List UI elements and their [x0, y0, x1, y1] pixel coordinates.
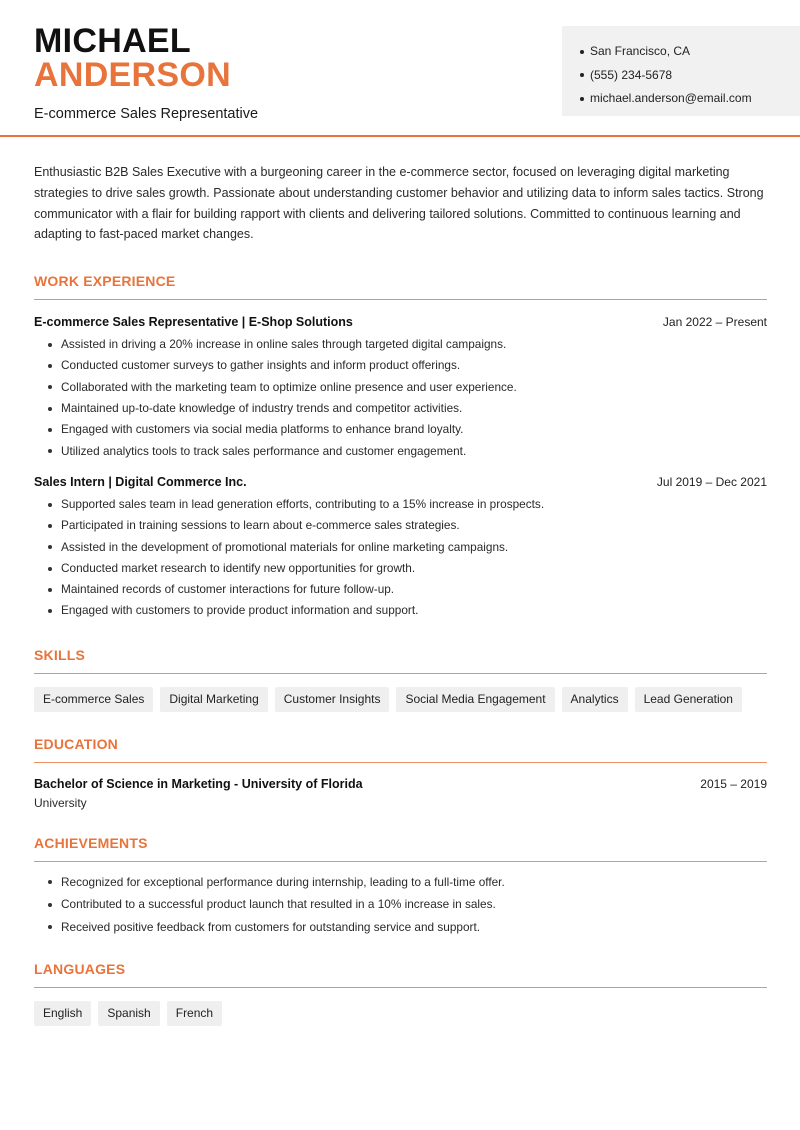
bullet-item: [34, 871, 767, 894]
bullet-item: [34, 537, 767, 558]
bullet-icon: [48, 524, 52, 528]
bullet-icon: [48, 925, 52, 929]
education-entry: [34, 777, 767, 810]
section-divider: [34, 861, 767, 862]
bullet-text: Recognized for exceptional performance during internship, leading to a full-time offer.: [61, 874, 505, 889]
bullet-item: [34, 377, 767, 398]
work-section: [34, 273, 767, 622]
bullet-item: [34, 558, 767, 579]
section-divider: [34, 987, 767, 988]
skill-tag: Social Media Engagement: [396, 687, 554, 712]
phone-text: (555) 234-5678: [590, 67, 673, 82]
bullet-text: Engaged with customers to provide product information and support.: [61, 603, 419, 618]
entry-date: Jan 2022 – Present: [662, 315, 767, 330]
bullet-item: [34, 579, 767, 600]
bullet-icon: [48, 503, 52, 507]
bullet-item: [34, 419, 767, 440]
bullet-text: Utilized analytics tools to track sales performance and customer engagement.: [61, 443, 467, 458]
institution-text: University: [34, 795, 87, 810]
section-title-work: WORK EXPERIENCE: [34, 273, 176, 290]
language-tag: French: [167, 1001, 222, 1026]
section-title-skills: SKILLS: [34, 646, 85, 663]
skills-tags: [34, 687, 767, 712]
contact-box: [562, 26, 800, 116]
email-text: michael.anderson@email.com: [590, 91, 752, 105]
section-title-achievements: ACHIEVEMENTS: [34, 834, 148, 851]
languages-section: [34, 961, 767, 1026]
bullet-icon: [48, 449, 52, 453]
entry-bullets: [34, 494, 767, 622]
skills-section: [34, 647, 767, 712]
entry-date: Jul 2019 – Dec 2021: [656, 474, 767, 489]
language-tag: English: [34, 1001, 91, 1026]
job-title: E-commerce Sales Representative: [34, 106, 259, 122]
bullet-icon: [48, 407, 52, 411]
contact-location: [580, 40, 800, 64]
skill-tag: Lead Generation: [635, 687, 742, 712]
last-name: ANDERSON: [34, 56, 231, 94]
bullet-text: Conducted market research to identify new opportunities for growth.: [61, 560, 416, 575]
bullet-item: [34, 334, 767, 355]
bullet-icon: [48, 545, 52, 549]
bullet-icon: [580, 97, 584, 101]
bullet-icon: [48, 903, 52, 907]
resume-content: [34, 162, 767, 1026]
bullet-text: Assisted in the development of promotional materials for online marketing campaigns.: [61, 539, 509, 554]
bullet-item: [34, 515, 767, 536]
bullet-text: Supported sales team in lead generation efforts, contributing to a 15% increase in prospects.: [61, 496, 545, 511]
skill-tag: Analytics: [562, 687, 628, 712]
bullet-icon: [580, 73, 584, 77]
name-block: [34, 24, 258, 122]
bullet-text: Participated in training sessions to learn about e-commerce sales strategies.: [61, 518, 460, 533]
bullet-icon: [580, 50, 584, 54]
bullet-icon: [48, 588, 52, 592]
bullet-item: [34, 494, 767, 515]
bullet-item: [34, 916, 767, 939]
entry-header: [34, 475, 767, 489]
bullet-icon: [48, 343, 52, 347]
work-entry: [34, 475, 767, 622]
bullet-item: [34, 600, 767, 621]
resume-header: [0, 0, 800, 137]
section-divider: [34, 299, 767, 300]
bullet-item: [34, 355, 767, 376]
achievements-section: [34, 835, 767, 939]
education-section: [34, 736, 767, 810]
language-tag: Spanish: [98, 1001, 159, 1026]
bullet-item: [34, 441, 767, 462]
entry-header: [34, 777, 767, 791]
location-text: San Francisco, CA: [590, 44, 691, 58]
bullet-icon: [48, 385, 52, 389]
contact-email: [580, 87, 800, 111]
first-name: MICHAEL: [34, 22, 191, 60]
bullet-icon: [48, 428, 52, 432]
bullet-text: Conducted customer surveys to gather insights and inform product offerings.: [61, 358, 461, 373]
degree-title: Bachelor of Science in Marketing - University of Florida: [34, 776, 363, 791]
bullet-icon: [48, 880, 52, 884]
summary-paragraph: Enthusiastic B2B Sales Executive with a burgeoning career in the e-commerce sector, focused on leveraging digital marketing strategies to drive sales growth. Passionate about understanding customer behavior and utilizing data to inform sales tactics. Strong communicator with a flair for building rapport with clients and delivering tailored solutions. Committed to continuous learning and adapting to fast-paced market changes.: [34, 165, 764, 242]
bullet-item: [34, 398, 767, 419]
bullet-text: Collaborated with the marketing team to optimize online presence and user experience.: [61, 379, 517, 394]
entry-date: 2015 – 2019: [700, 776, 767, 791]
section-divider: [34, 762, 767, 763]
achievements-list: [34, 871, 767, 939]
skill-tag: Digital Marketing: [160, 687, 267, 712]
bullet-icon: [48, 609, 52, 613]
bullet-item: [34, 893, 767, 916]
bullet-text: Received positive feedback from customers for outstanding service and support.: [61, 919, 481, 934]
entry-header: [34, 315, 767, 329]
bullet-text: Assisted in driving a 20% increase in online sales through targeted digital campaigns.: [61, 337, 507, 352]
bullet-text: Engaged with customers via social media platforms to enhance brand loyalty.: [61, 422, 464, 437]
bullet-icon: [48, 364, 52, 368]
bullet-text: Maintained records of customer interactions for future follow-up.: [61, 582, 395, 597]
section-title-education: EDUCATION: [34, 735, 118, 752]
bullet-text: Contributed to a successful product launch that resulted in a 10% increase in sales.: [61, 897, 496, 912]
section-divider: [34, 673, 767, 674]
bullet-text: Maintained up-to-date knowledge of industry trends and competitor activities.: [61, 401, 463, 416]
entry-title: Sales Intern | Digital Commerce Inc.: [34, 474, 247, 489]
section-title-languages: LANGUAGES: [34, 961, 126, 978]
entry-title: E-commerce Sales Representative | E-Shop Solutions: [34, 315, 353, 330]
work-entry: [34, 315, 767, 462]
skill-tag: Customer Insights: [275, 687, 390, 712]
language-tags: [34, 1001, 767, 1026]
bullet-icon: [48, 567, 52, 571]
contact-phone: [580, 64, 800, 88]
skill-tag: E-commerce Sales: [34, 687, 153, 712]
entry-bullets: [34, 334, 767, 462]
